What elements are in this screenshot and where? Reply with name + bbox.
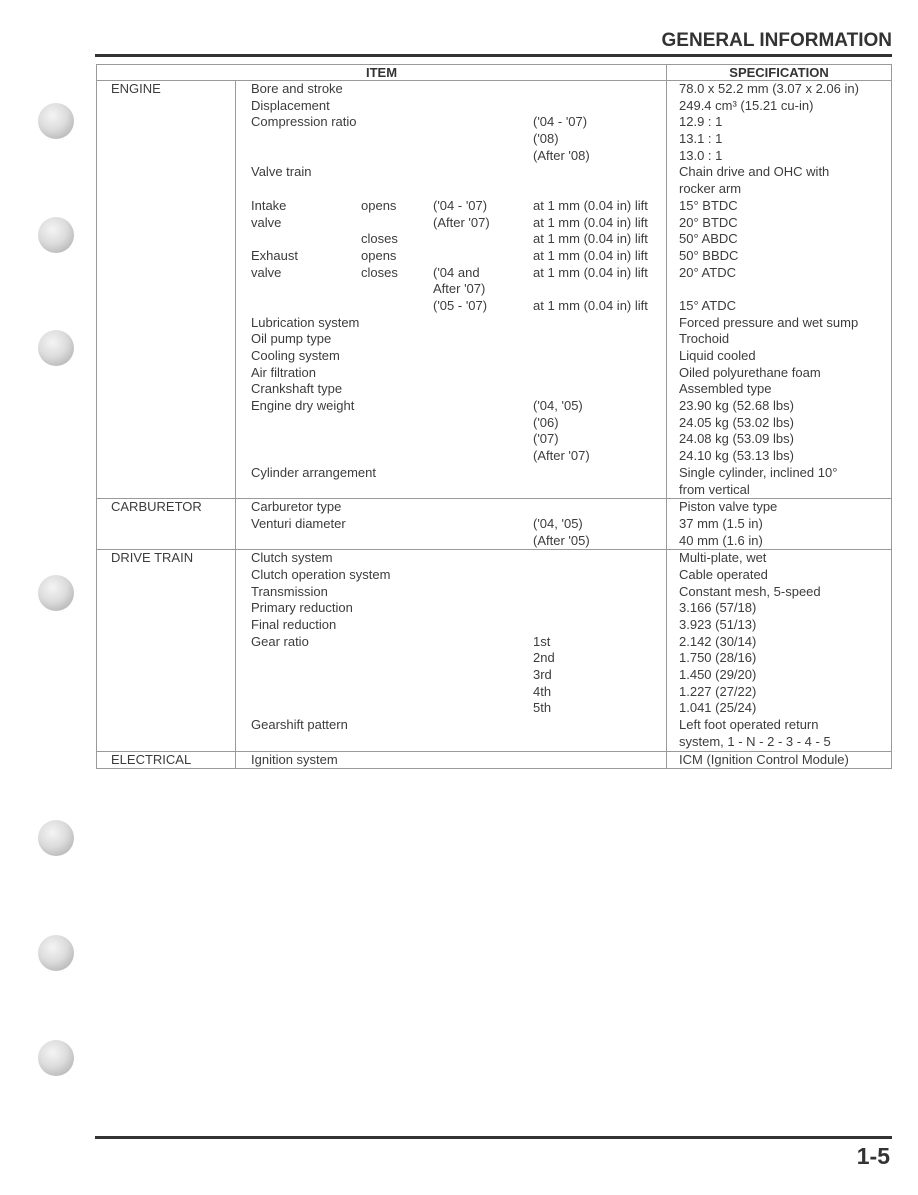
section-name: ELECTRICAL [97,751,236,769]
item-line [236,281,666,298]
item-line [236,600,666,617]
item-cell [236,751,667,769]
item-line [236,348,666,365]
item-condition: (After '08) [533,147,590,163]
specification-value: 50° ABDC [679,231,738,247]
item-line [236,752,666,769]
item-line [236,717,666,734]
item-condition: at 1 mm (0.04 in) lift [533,197,648,213]
specification-value: 249.4 cm³ (15.21 cu-in) [679,97,814,113]
item-label: Valve train [251,164,312,180]
specification-cell [667,751,892,769]
specification-value: Assembled type [679,381,772,397]
item-label: Intake [251,197,287,213]
item-condition: 1st [533,633,551,649]
item-condition: 5th [533,700,552,716]
item-label: Carburetor type [251,499,342,515]
specification-value: Multi-plate, wet [679,550,767,566]
binder-hole-icon [38,217,74,253]
item-line [236,415,666,432]
item-condition: 4th [533,683,552,699]
specification-value: 13.1 : 1 [679,131,723,147]
item-line [236,114,666,131]
item-label: valve [251,214,282,230]
item-condition: ('04, '05) [533,515,583,531]
item-line [236,265,666,282]
item-label: Gearshift pattern [251,717,348,733]
item-line [236,164,666,181]
specification-value: 24.10 kg (53.13 lbs) [679,448,794,464]
item-label: Final reduction [251,617,337,632]
table-header-row [97,65,892,81]
section-name: DRIVE TRAIN [97,550,236,751]
item-line [236,650,666,667]
item-label: Crankshaft type [251,381,343,397]
specification-value: 1.041 (25/24) [679,700,757,716]
item-line [236,331,666,348]
item-line [236,398,666,415]
specification-value: 40 mm (1.6 in) [679,532,763,548]
item-model-year: After '07) [433,281,486,297]
item-condition: at 1 mm (0.04 in) lift [533,247,648,263]
item-label: Air filtration [251,364,317,380]
section-row [97,499,892,550]
item-line [236,700,666,717]
specification-value: 37 mm (1.5 in) [679,515,763,531]
item-line [236,231,666,248]
item-condition: 3rd [533,667,552,683]
specification-value: Single cylinder, inclined 10° [679,464,838,480]
item-label: Oil pump type [251,331,332,347]
item-condition: ('08) [533,131,559,147]
item-line [236,215,666,232]
specification-value: 2.142 (30/14) [679,633,757,649]
item-line [236,131,666,148]
binder-hole-icon [38,330,74,366]
specification-value: 20° ATDC [679,264,736,280]
item-line [236,465,666,482]
item-line [236,567,666,584]
item-label: Clutch system [251,550,333,566]
item-label: Cooling system [251,348,340,363]
item-model-year: (After '07) [433,214,490,230]
item-label: Gear ratio [251,633,309,649]
item-action: closes [361,231,398,247]
binder-hole-icon [38,1040,74,1076]
specification-value: 15° BTDC [679,197,738,213]
item-condition: at 1 mm (0.04 in) lift [533,297,648,313]
specification-value: 13.0 : 1 [679,147,723,163]
specification-value: 24.08 kg (53.09 lbs) [679,431,794,447]
section-name: ENGINE [97,81,236,499]
item-line [236,499,666,516]
item-label: Cylinder arrangement [251,464,377,480]
specification-value: Cable operated [679,566,768,582]
item-line [236,734,666,751]
page-number: 1-5 [856,1143,890,1169]
specification-value: Piston valve type [679,499,778,515]
item-line [236,448,666,465]
item-condition: (After '07) [533,448,590,464]
specification-value: ICM (Ignition Control Module) [679,751,849,767]
item-label: Displacement [251,97,330,113]
item-condition: ('07) [533,431,559,447]
item-line [236,315,666,332]
item-condition: at 1 mm (0.04 in) lift [533,214,648,230]
specification-value: Constant mesh, 5-speed [679,583,821,599]
section-row [97,81,892,499]
item-line [236,198,666,215]
item-line [236,634,666,651]
specification-value: from vertical [679,481,750,497]
header-rule [95,54,892,57]
item-line [236,667,666,684]
item-action: opens [361,247,397,263]
page-title: GENERAL INFORMATION [661,30,892,51]
item-line [236,431,666,448]
specification-value: system, 1 - N - 2 - 3 - 4 - 5 [679,733,831,749]
specification-cell [667,499,892,550]
specification-value: Chain drive and OHC with [679,164,830,180]
item-label: Exhaust [251,247,298,263]
specification-value: 23.90 kg (52.68 lbs) [679,398,794,414]
item-label: Engine dry weight [251,398,355,414]
specification-value: 24.05 kg (53.02 lbs) [679,414,794,430]
section-row [97,751,892,769]
item-label: valve [251,264,282,280]
specification-value: Oiled polyurethane foam [679,364,821,380]
item-condition: 2nd [533,650,555,666]
item-label: Transmission [251,583,328,599]
item-label: Bore and stroke [251,81,343,96]
item-label: Ignition system [251,751,338,767]
item-column-header: ITEM [97,65,667,81]
item-line [236,248,666,265]
item-condition: at 1 mm (0.04 in) lift [533,231,648,247]
item-model-year: ('04 and [433,264,480,280]
specification-value: Liquid cooled [679,348,756,363]
item-line [236,81,666,98]
item-condition: at 1 mm (0.04 in) lift [533,264,648,280]
specification-value: 3.166 (57/18) [679,600,757,616]
footer-rule [95,1136,892,1139]
specification-value [679,281,891,298]
specifications-table [96,64,892,769]
specification-value: 50° BBDC [679,247,739,263]
item-action: opens [361,197,397,213]
item-line [236,98,666,115]
item-action: closes [361,264,398,280]
item-line [236,482,666,499]
specification-value: Left foot operated return [679,717,819,733]
item-label: Clutch operation system [251,566,391,582]
item-condition: ('06) [533,414,559,430]
item-cell [236,81,667,499]
item-line [236,381,666,398]
item-condition: (After '05) [533,532,590,548]
item-line [236,181,666,198]
item-model-year: ('05 - '07) [433,297,488,313]
specification-value: 20° BTDC [679,214,738,230]
specification-value: Forced pressure and wet sump [679,314,859,330]
specification-value: 1.227 (27/22) [679,683,757,699]
item-line [236,148,666,165]
item-line [236,516,666,533]
item-line [236,298,666,315]
specification-value: 3.923 (51/13) [679,617,757,632]
item-label: Venturi diameter [251,515,346,531]
specification-value: 12.9 : 1 [679,114,723,130]
specification-value: 15° ATDC [679,297,736,313]
specification-column-header: SPECIFICATION [667,65,892,81]
specification-cell [667,550,892,751]
specification-value: 78.0 x 52.2 mm (3.07 x 2.06 in) [679,81,859,96]
item-line [236,584,666,601]
item-model-year: ('04 - '07) [433,197,488,213]
item-cell [236,550,667,751]
specification-value: Trochoid [679,331,730,347]
item-line [236,550,666,567]
item-line [236,684,666,701]
binder-hole-icon [38,103,74,139]
specification-cell [667,81,892,499]
specification-value: rocker arm [679,181,742,197]
binder-hole-icon [38,935,74,971]
item-label: Compression ratio [251,114,357,130]
item-cell [236,499,667,550]
item-line [236,617,666,634]
binder-hole-icon [38,575,74,611]
section-row [97,550,892,751]
item-condition: ('04 - '07) [533,114,588,130]
item-line [236,533,666,550]
section-name: CARBURETOR [97,499,236,550]
specification-value: 1.450 (29/20) [679,667,757,683]
item-label: Lubrication system [251,314,360,330]
specification-value: 1.750 (28/16) [679,650,757,666]
item-line [236,365,666,382]
binder-hole-icon [38,820,74,856]
item-label: Primary reduction [251,600,353,616]
item-condition: ('04, '05) [533,398,583,414]
